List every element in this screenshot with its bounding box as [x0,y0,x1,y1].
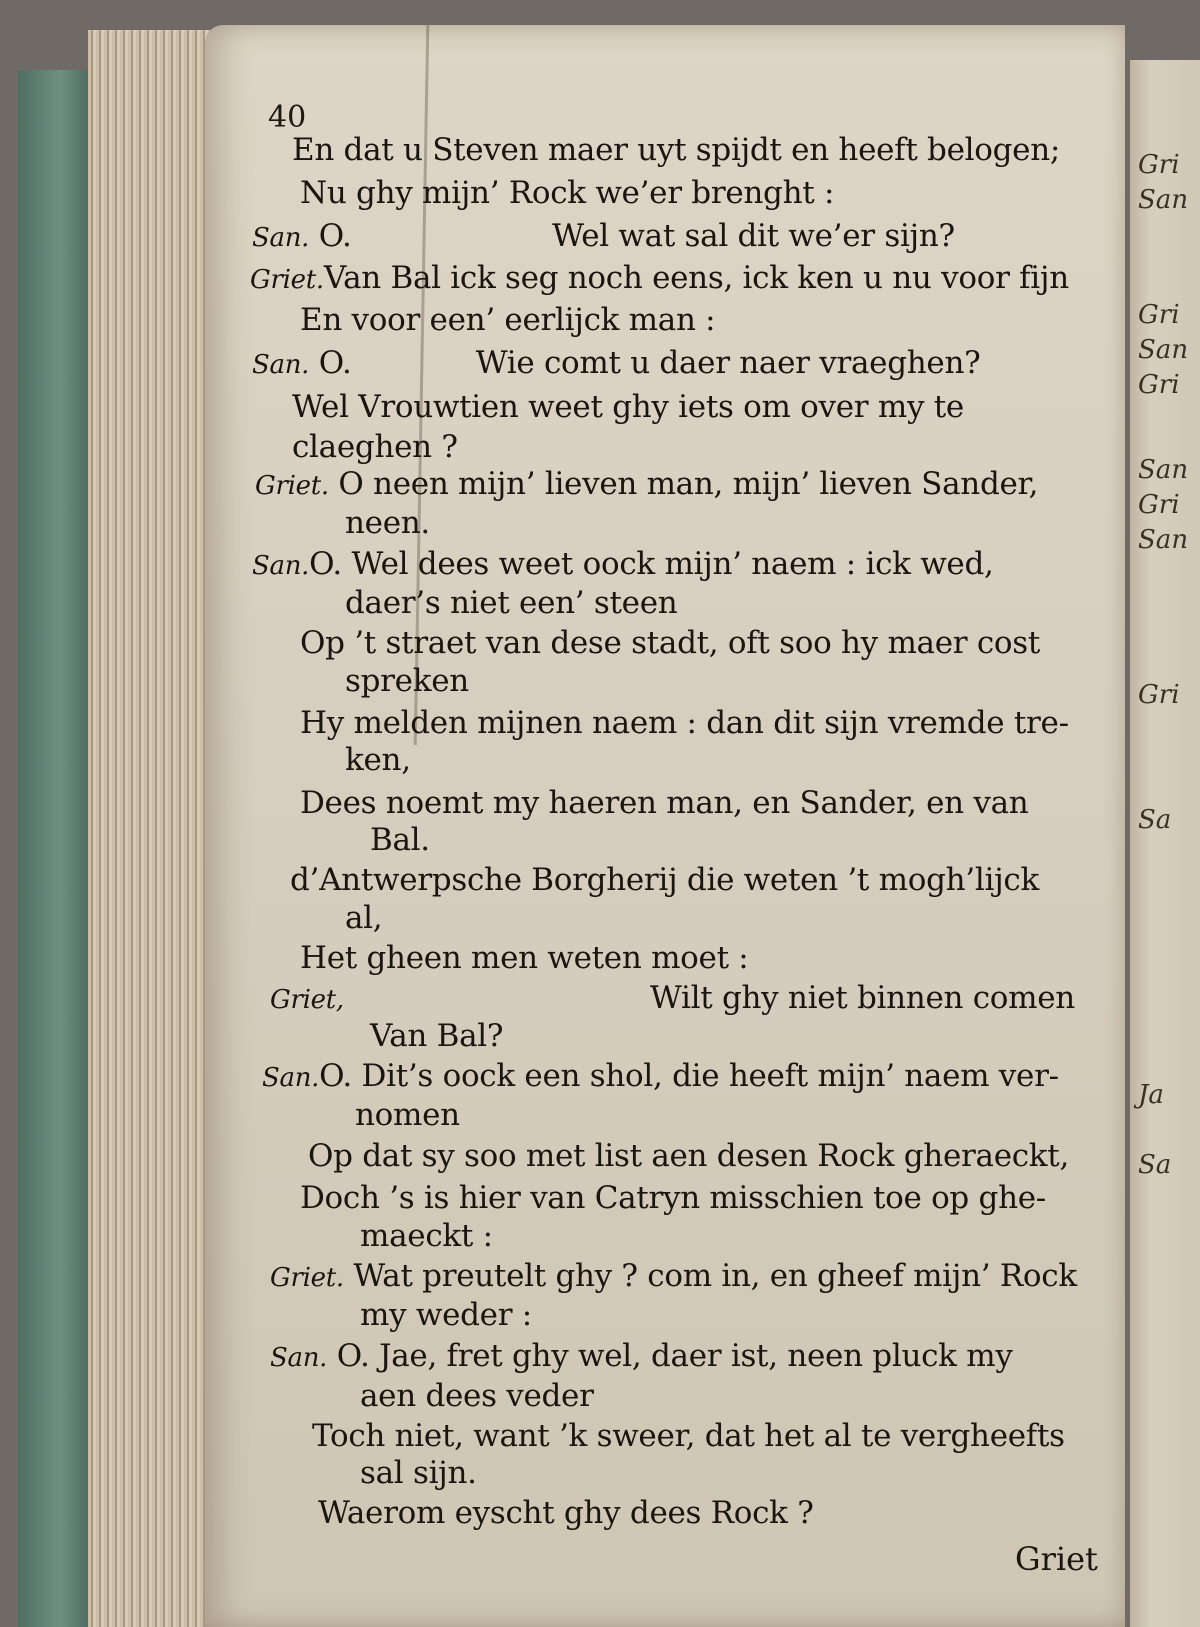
line-text: Op ’t straet van dese stadt, oft soo hy maer cost [300,625,1041,661]
line-text: Wilt ghy niet binnen comen [650,980,1075,1016]
facing-fragment: Sa [1138,805,1172,835]
text-line [292,388,1092,466]
speaker-label: Griet. [250,265,324,295]
facing-fragment: San [1138,335,1189,365]
text-line [308,1138,1069,1174]
text-line [270,1338,1013,1374]
text-line [300,175,834,211]
text-line [262,1058,1059,1094]
line-text: En dat u Steven maer uyt spijdt en heeft belogen; [292,132,1061,168]
speaker-label: Griet. [255,471,329,501]
text-line [300,940,748,976]
text-line [250,260,1069,296]
text-line [270,980,1075,1016]
line-text: O. Wel wat sal dit we’er sijn? [318,218,955,254]
line-text: Op dat sy soo met list aen desen Rock gheraeckt, [308,1138,1069,1174]
text-line [300,785,1028,821]
line-text: Bal. [370,822,430,858]
text-line [345,900,382,936]
facing-fragment: Ja [1138,1080,1164,1110]
speaker-label: Griet, [270,985,344,1015]
text-line [360,1455,477,1491]
text-line [270,1258,1077,1294]
speaker-label: Griet. [270,1263,344,1293]
speaker-label: San. [252,223,310,253]
text-line [252,345,980,381]
text-line [312,1418,1065,1454]
text-line [370,822,430,858]
line-text: Doch ’s is hier van Catryn misschien toe op ghe- [300,1180,1046,1216]
text-line [300,625,1040,661]
line-text: Hy melden mijnen naem : dan dit sijn vremde tre- [300,705,1069,741]
line-text: Van Bal ick seg noch eens, ick ken u nu voor fijn [323,260,1069,296]
line-text: Nu ghy mijn’ Rock we’er brenght : [300,175,835,211]
line-text: al, [345,900,383,936]
line-text: O. Wie comt u daer naer vraeghen? [318,345,981,381]
facing-page [1130,60,1200,1627]
line-text: sal sijn. [360,1455,477,1491]
text-line [252,218,955,254]
text-line [360,1218,493,1254]
text-line [300,1180,1046,1216]
text-line [360,1297,532,1333]
text-line [318,1495,814,1531]
speaker-label: San. [252,551,310,581]
facing-fragment: Gri [1138,150,1180,180]
line-text: O neen mijn’ lieven man, mijn’ lieven Sander, [338,466,1039,502]
line-text: daer’s niet een’ steen [345,585,678,621]
speaker-label: San. [252,350,310,380]
line-text: nomen [355,1097,460,1133]
line-text: aen dees veder [360,1378,594,1414]
speaker-label: San. [270,1343,328,1373]
facing-fragment: Gri [1138,370,1180,400]
line-text: spreken [345,663,469,699]
facing-fragment: Gri [1138,680,1180,710]
line-text: Waerom eyscht ghy dees Rock ? [318,1495,814,1531]
facing-fragment: San [1138,185,1189,215]
text-line [255,466,1038,502]
line-text: d’Antwerpsche Borgherij die weten ’t mogh’lijck [290,862,1039,898]
line-text: O. Dit’s oock een shol, die heeft mijn’ naem ver- [319,1058,1059,1094]
facing-fragment: Gri [1138,300,1180,330]
page-number: 40 [268,100,307,135]
text-line [345,505,430,541]
line-text: maeckt : [360,1218,493,1254]
line-text: Van Bal? [370,1018,504,1054]
text-line [300,302,715,338]
line-text: O. Wel dees weet oock mijn’ naem : ick wed, [309,546,994,582]
line-text: Wel Vrouwtien weet ghy iets om over my te claeghen ? [292,389,964,465]
line-text: Dees noemt my haeren man, en Sander, en van [300,785,1029,821]
line-text: ken, [345,742,411,778]
text-line [252,546,994,582]
line-text: Wat preutelt ghy ? com in, en gheef mijn’ Rock [353,1258,1077,1294]
text-line [360,1378,594,1414]
text-line [300,705,1069,741]
facing-fragment: Sa [1138,1150,1172,1180]
line-text: neen. [345,505,430,541]
text-line [355,1097,460,1133]
line-text: Toch niet, want ’k sweer, dat het al te vergheefts [312,1418,1065,1454]
text-line [345,742,411,778]
text-line [345,663,469,699]
facing-fragment: San [1138,525,1189,555]
text-line [290,862,1039,898]
catchword: Griet [1015,1540,1098,1578]
line-text: Het gheen men weten moet : [300,940,749,976]
facing-fragment: San [1138,455,1189,485]
speaker-label: San. [262,1063,320,1093]
facing-fragment: Gri [1138,490,1180,520]
text-line [292,132,1060,168]
text-line [345,585,677,621]
line-text: O. Jae, fret ghy wel, daer ist, neen pluck my [336,1338,1013,1374]
text-line [370,1018,503,1054]
line-text: my weder : [360,1297,532,1333]
line-text: En voor een’ eerlijck man : [300,302,716,338]
